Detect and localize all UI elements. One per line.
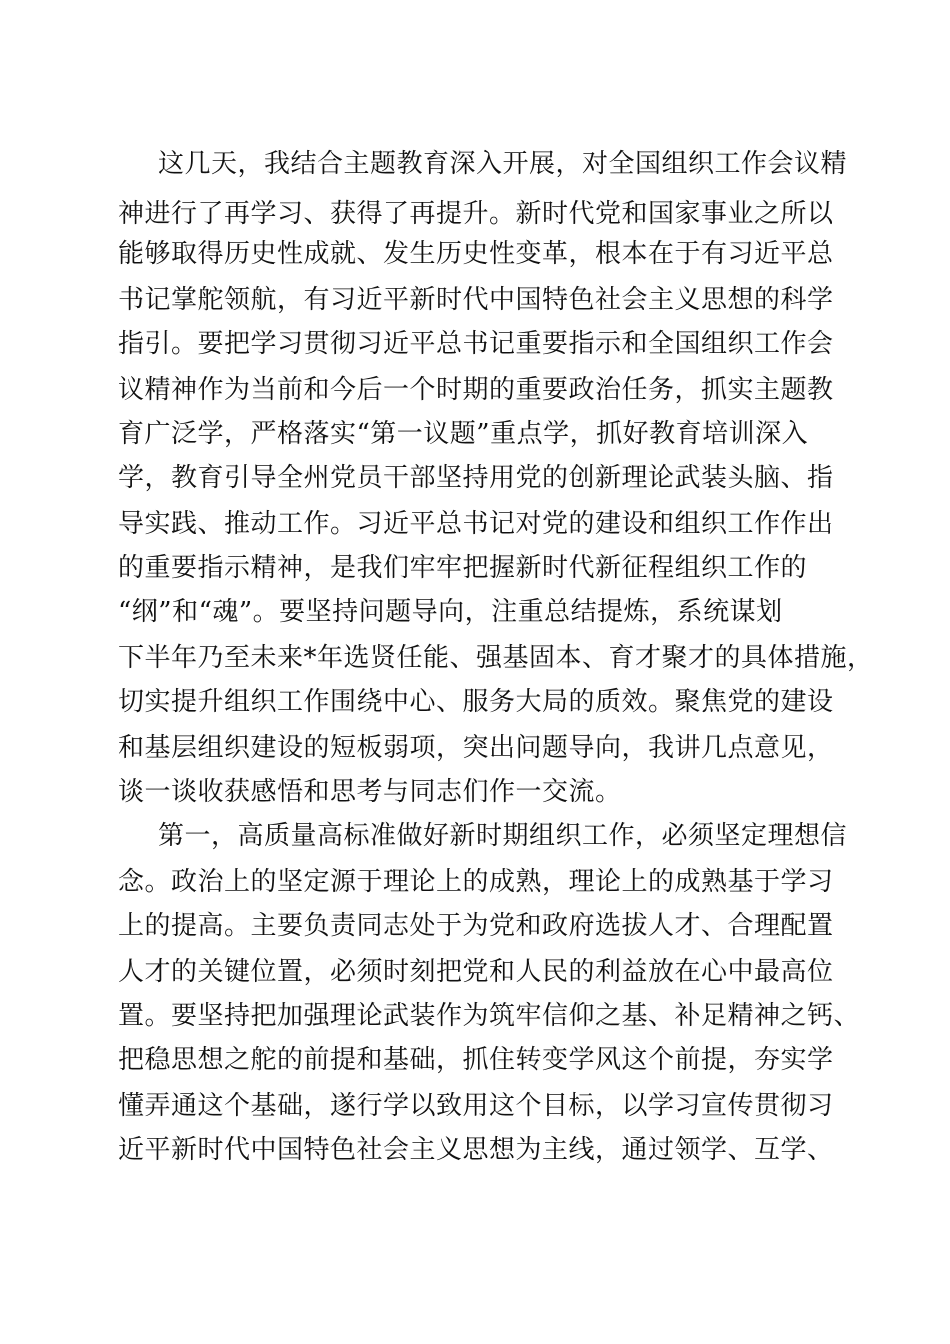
paragraph-1-line-4: 书记掌舵领航，有习近平新时代中国特色社会主义思想的科学 — [118, 285, 834, 315]
paragraph-1-line-6: 议精神作为当前和今后一个时期的重要政治任务，抓实主题教 — [118, 375, 834, 405]
paragraph-1-line-9: 导实践、推动工作。习近平总书记对党的建设和组织工作作出 — [118, 509, 834, 539]
paragraph-1-line-7: 育广泛学，严格落实“第一议题”重点学，抓好教育培训深入 — [118, 419, 809, 449]
paragraph-1-line-12: 下半年乃至未来*年选贤任能、强基固本、育才聚才的具体措施， — [118, 643, 874, 673]
paragraph-2-line-3: 上的提高。主要负责同志处于为党和政府选拔人才、合理配置 — [118, 911, 834, 941]
paragraph-1-line-11: “纲”和“魂”。要坚持问题导向，注重总结提炼，系统谋划 — [118, 597, 783, 627]
paragraph-1-line-2: 神进行了再学习、获得了再提升。新时代党和国家事业之所以 — [118, 199, 834, 229]
paragraph-2-line-6: 把稳思想之舵的前提和基础，抓住转变学风这个前提，夯实学 — [118, 1045, 834, 1075]
paragraph-2-line-7: 懂弄通这个基础，遂行学以致用这个目标，以学习宣传贯彻习 — [118, 1091, 834, 1121]
paragraph-1-line-3: 能够取得历史性成就、发生历史性变革，根本在于有习近平总 — [118, 239, 834, 269]
paragraph-1-line-1: 这几天，我结合主题教育深入开展，对全国组织工作会议精 — [158, 149, 848, 179]
paragraph-1-line-15: 谈一谈收获感悟和思考与同志们作一交流。 — [118, 777, 622, 807]
paragraph-2-line-5: 置。要坚持把加强理论武装作为筑牢信仰之基、补足精神之钙、 — [118, 1001, 861, 1031]
paragraph-2-line-4: 人才的关键位置，必须时刻把党和人民的利益放在心中最高位 — [118, 957, 834, 987]
paragraph-1-line-14: 和基层组织建设的短板弱项，突出问题导向，我讲几点意见， — [118, 733, 834, 763]
paragraph-1-line-8: 学，教育引导全州党员干部坚持用党的创新理论武装头脑、指 — [118, 463, 834, 493]
paragraph-1-line-13: 切实提升组织工作围绕中心、服务大局的质效。聚焦党的建设 — [118, 687, 834, 717]
paragraph-1-line-5: 指引。要把学习贯彻习近平总书记重要指示和全国组织工作会 — [118, 329, 834, 359]
paragraph-2-line-1: 第一，高质量高标准做好新时期组织工作，必须坚定理想信 — [158, 821, 848, 851]
paragraph-2-line-2: 念。政治上的坚定源于理论上的成熟，理论上的成熟基于学习 — [118, 867, 834, 897]
paragraph-2-line-8: 近平新时代中国特色社会主义思想为主线，通过领学、互学、 — [118, 1135, 834, 1165]
paragraph-1-line-10: 的重要指示精神，是我们牢牢把握新时代新征程组织工作的 — [118, 553, 808, 583]
